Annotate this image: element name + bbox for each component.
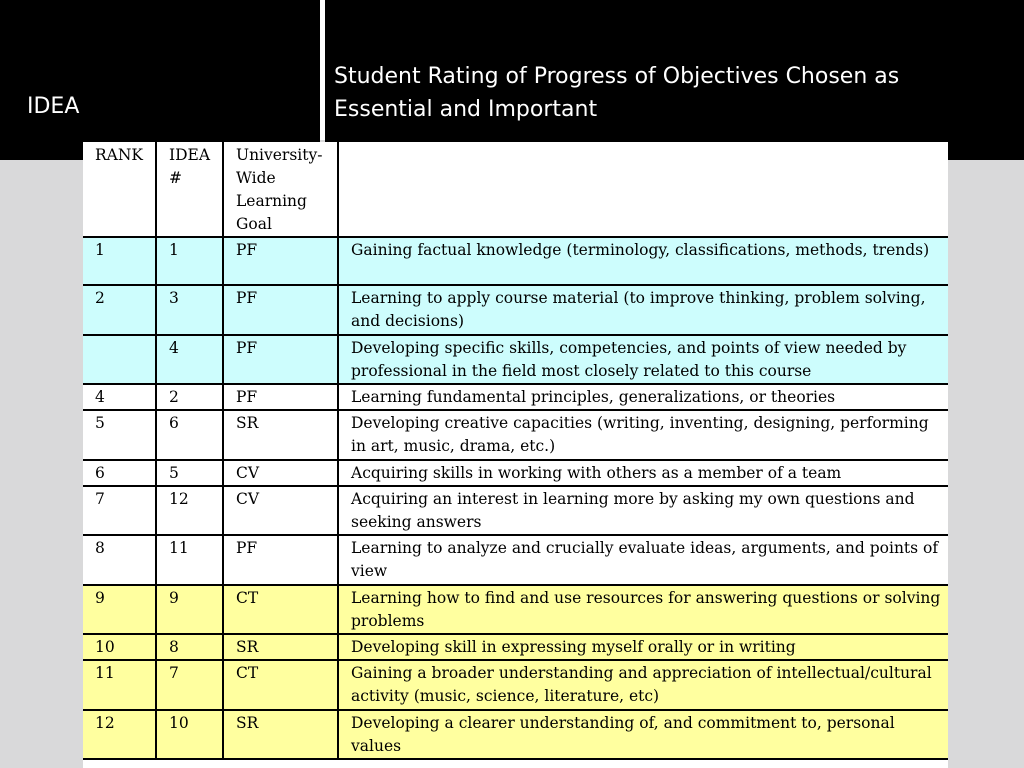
learning-goal-cell: SR xyxy=(223,710,338,759)
rank-cell: 1 xyxy=(83,237,156,285)
idea-number-cell: 4 xyxy=(156,335,223,384)
table-row xyxy=(83,486,948,535)
rank-cell: 12 xyxy=(83,710,156,759)
table-row xyxy=(83,335,948,384)
description-cell: Acquiring skills in working with others as a member of a team xyxy=(338,460,948,486)
learning-goal-cell: CT xyxy=(223,660,338,710)
rank-cell: 5 xyxy=(83,410,156,460)
idea-number-cell: 2 xyxy=(156,384,223,410)
section-label: IDEA xyxy=(27,94,80,119)
rank-cell xyxy=(83,335,156,384)
description-cell: Acquiring an interest in learning more by asking my own questions and seeking answers xyxy=(338,486,948,535)
rank-cell: 8 xyxy=(83,535,156,585)
description-cell: Developing skill in expressing myself orally or in writing xyxy=(338,634,948,660)
table-row xyxy=(83,535,948,585)
description-cell: Developing a clearer understanding of, and commitment to, personal values xyxy=(338,710,948,759)
idea-number-cell: 9 xyxy=(156,585,223,634)
table-row xyxy=(83,660,948,710)
description-cell: Learning to apply course material (to improve thinking, problem solving, and decisions) xyxy=(338,285,948,335)
learning-goal-cell: CV xyxy=(223,460,338,486)
learning-goal-cell: PF xyxy=(223,384,338,410)
rank-cell: 6 xyxy=(83,460,156,486)
description-cell: Learning to analyze and crucially evaluate ideas, arguments, and points of view xyxy=(338,535,948,585)
learning-goal-cell: CT xyxy=(223,585,338,634)
header-description xyxy=(338,142,948,237)
header-learning-goal: University-Wide Learning Goal xyxy=(223,142,338,237)
description-cell: Learning how to find and use resources for answering questions or solving problems xyxy=(338,585,948,634)
table-row xyxy=(83,384,948,410)
rank-cell: 11 xyxy=(83,660,156,710)
header-right-panel xyxy=(325,0,1024,160)
description-cell: Developing specific skills, competencies, and points of view needed by professional in the field most closely related to this course xyxy=(338,335,948,384)
idea-number-cell: 11 xyxy=(156,535,223,585)
header-rank: RANK xyxy=(83,142,156,237)
header-left-panel xyxy=(0,0,320,160)
table-row xyxy=(83,237,948,285)
description-cell: Learning fundamental principles, generalizations, or theories xyxy=(338,384,948,410)
objectives-table xyxy=(83,142,948,760)
table-row xyxy=(83,410,948,460)
table-row xyxy=(83,634,948,660)
idea-number-cell: 12 xyxy=(156,486,223,535)
learning-goal-cell: SR xyxy=(223,634,338,660)
idea-number-cell: 8 xyxy=(156,634,223,660)
table-row xyxy=(83,710,948,759)
idea-number-cell: 1 xyxy=(156,237,223,285)
rank-cell: 9 xyxy=(83,585,156,634)
learning-goal-cell: CV xyxy=(223,486,338,535)
table-header-row xyxy=(83,142,948,237)
table-panel xyxy=(83,142,948,768)
description-cell: Gaining a broader understanding and appreciation of intellectual/cultural activity (music, science, literature, etc) xyxy=(338,660,948,710)
table-body xyxy=(83,237,948,759)
learning-goal-cell: PF xyxy=(223,237,338,285)
header-idea-number: IDEA # xyxy=(156,142,223,237)
idea-number-cell: 5 xyxy=(156,460,223,486)
learning-goal-cell: SR xyxy=(223,410,338,460)
idea-number-cell: 7 xyxy=(156,660,223,710)
learning-goal-cell: PF xyxy=(223,535,338,585)
idea-number-cell: 6 xyxy=(156,410,223,460)
learning-goal-cell: PF xyxy=(223,285,338,335)
idea-number-cell: 10 xyxy=(156,710,223,759)
learning-goal-cell: PF xyxy=(223,335,338,384)
idea-number-cell: 3 xyxy=(156,285,223,335)
table-row xyxy=(83,285,948,335)
rank-cell: 4 xyxy=(83,384,156,410)
rank-cell: 7 xyxy=(83,486,156,535)
rank-cell: 10 xyxy=(83,634,156,660)
table-row xyxy=(83,585,948,634)
description-cell: Developing creative capacities (writing, inventing, designing, performing in art, music, drama, etc.) xyxy=(338,410,948,460)
slide-title: Student Rating of Progress of Objectives Chosen as Essential and Important xyxy=(334,64,900,122)
description-cell: Gaining factual knowledge (terminology, classifications, methods, trends) xyxy=(338,237,948,285)
table-row xyxy=(83,460,948,486)
rank-cell: 2 xyxy=(83,285,156,335)
